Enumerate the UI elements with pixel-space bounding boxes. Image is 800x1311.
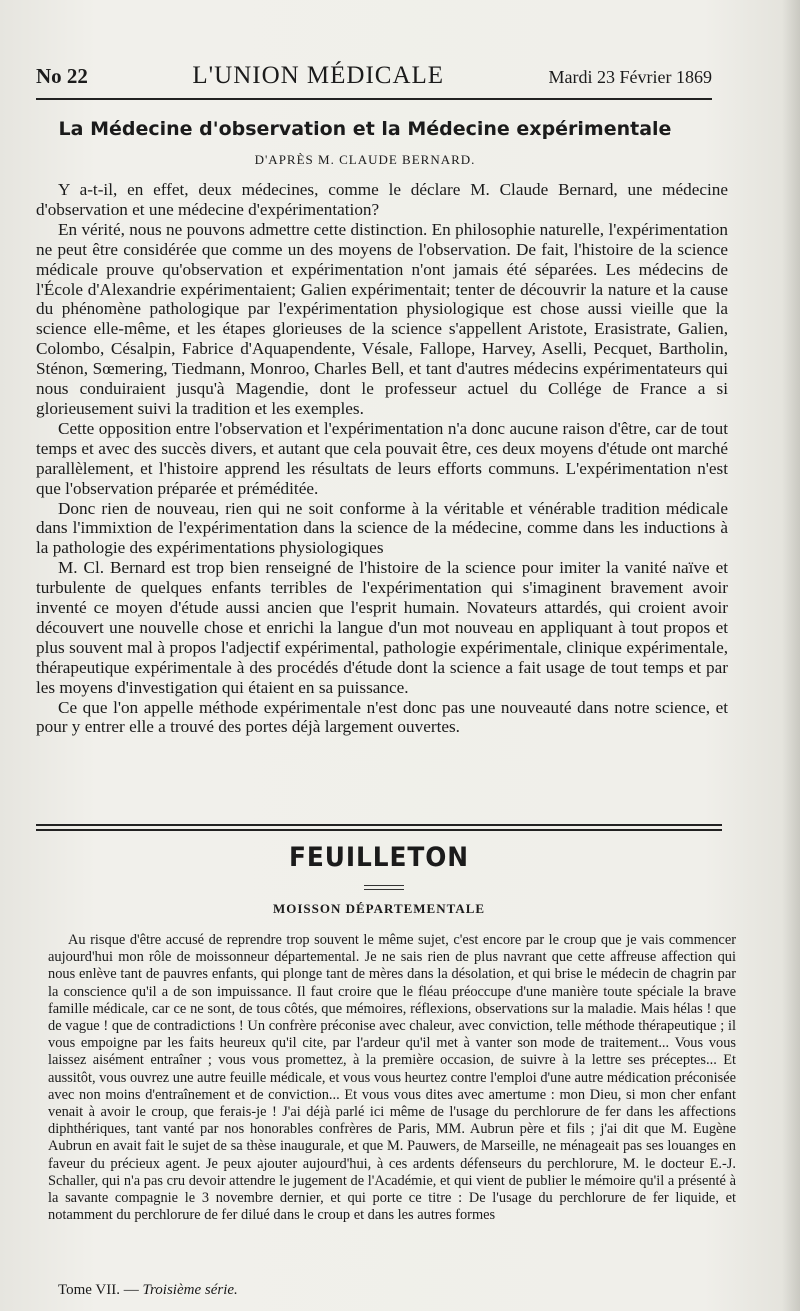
page-footer	[58, 1282, 238, 1299]
footer-tome: Tome VII. —	[58, 1282, 139, 1298]
article-paragraph: M. Cl. Bernard est trop bien renseigné de l'histoire de la science pour imiter la vanité naïve et turbulente de quelques enfants terribles de l'expérimentation qui s'imaginent bravement avoir inventé ce moyen d'étude aussi ancien que l'esprit humain. Novateurs attardés, qui croient avoir découvert une nouvelle chose et enrichi la langue d'un mot nouveau en appliquant à tout propos et plus souvent mal à propos l'adjectif expérimental, pathologie expérimentale, clinique expérimentale, thérapeutique expérimentale à des procédés d'étude dont la science a fait usage de tout temps et par les moyens d'investigation qui étaient en sa puissance.	[36, 558, 728, 697]
article-paragraph: En vérité, nous ne pouvons admettre cette distinction. En philosophie naturelle, l'expérimentation ne peut être considérée que comme un des moyens de l'observation. De fait, l'histoire de la science médicale prouve qu'observation et expérimentation n'ont jamais été séparées. Les médecins de l'École d'Alexandrie expérimentaient; Galien expérimentait; tenter de découvrir la nature et la cause du phénomène pathologique par l'expérimentation physiologique est chose aussi vieille que la science elle-même, et les étapes glorieuses de la science s'appellent Aristote, Erasistrate, Galien, Colombo, Césalpin, Fabrice d'Aquapendente, Vésale, Fallope, Harvey, Aselli, Pecquet, Bartholin, Sténon, Sœmering, Tiedmann, Monroo, Charles Bell, et tant d'autres médecins expérimentateurs qui nous conduiraient jusqu'à Magendie, dont le professeur actuel du Collége de France a si glorieusement suivi la tradition et les exemples.	[36, 219, 728, 418]
section-divider	[36, 824, 722, 831]
page-edge-shadow	[782, 0, 800, 1311]
article-paragraph: Cette opposition entre l'observation et l'expérimentation n'a donc aucune raison d'être, car de tout temps et avec des succès divers, et autant que cela pouvait être, ces deux moyens d'étude ont marché parallèlement, et l'histoire apprend les résultats de leurs efforts communs. L'expérimentation n'est que l'observation préparée et préméditée.	[36, 418, 728, 498]
header-rule	[36, 98, 712, 100]
feuilleton-paragraph: Au risque d'être accusé de reprendre trop souvent le même sujet, c'est encore par le croup que je vais commencer aujourd'hui mon rôle de moissonneur départemental. Je ne sais rien de plus navrant que cette affreuse affection qui nous enlève tant de pauvres enfants, qui plonge tant de mères dans la désolation, et qui brise le médecin de chagrin par la conscience qu'il a de son impuissance. Il faut croire que le fléau préoccupe d'une manière toute spéciale la brave famille médicale, car ce ne sont, de tous côtés, que mémoires, réflexions, observations sur la maladie. Mais hélas ! que de vague ! que de contradictions ! Un confrère préconise avec chaleur, avec conviction, telle méthode thérapeutique ; il vous empoigne par les faits heureux qu'il cite, par l'ardeur qu'il met à vanter son mode de traitement... Vous vous laissez aisément entraîner ; vous vous promettez, à la première occasion, de suivre à la lettre ses préceptes... Et aussitôt, vous ouvrez une autre feuille médicale, et vous vous heurtez contre l'emploi d'une autre médication préconisée avec non moins d'entraînement et de conviction... Et vous vous dites avec amertume : mon Dieu, si mon cher enfant venait à avoir le croup, que ferais-je ! J'ai déjà parlé ici même de l'usage du perchlorure de fer dans les affections diphthériques, tant vanté par nos honorables confrères de Paris, MM. Aubrun père et fils ; j'ai dit que M. Eugène Aubrun en avait fait le sujet de sa thèse inaugurale, et que M. Pauwers, de Marseille, ne ménageait pas ses louanges en faveur du précieux agent. Je peux ajouter aujourd'hui, à ces ardents défenseurs du perchlorure, M. le docteur E.-J. Schaller, qui n'a pas cru devoir attendre le jugement de l'Académie, et qui vient de publier le mémoire qu'il a présenté à la savante compagnie le 3 novembre dernier, et qui porte ce titre : De l'usage du perchlorure de fer liquide, et notamment du perchlorure de fer dilué dans le croup et dans les autres formes	[48, 932, 736, 1224]
feuilleton-subtitle: MOISSON DÉPARTEMENTALE	[272, 901, 486, 916]
article-paragraph: Donc rien de nouveau, rien qui ne soit conforme à la véritable et vénérable tradition médicale dans l'immixtion de l'expérimentation dans la science de la médecine, comme dans les inductions à la pathologie des expérimentations physiologiques	[36, 498, 728, 558]
article-subtitle: D'APRÈS M. CLAUDE BERNARD.	[254, 152, 476, 167]
article-paragraph: Y a-t-il, en effet, deux médecines, comme le déclare M. Claude Bernard, une médecine d'observation et une médecine d'expérimentation?	[36, 180, 728, 219]
footer-serie: Troisième série.	[142, 1282, 238, 1298]
article-paragraph: Ce que l'on appelle méthode expérimentale n'est donc pas une nouveauté dans notre science, et pour y entrer elle a trouvé des portes déjà largement ouvertes.	[36, 697, 728, 737]
issue-date: Mardi 23 Février 1869	[548, 67, 712, 87]
feuilleton-heading: FEUILLETON	[288, 842, 470, 873]
article-title: La Médecine d'observation et la Médecine expérimentale	[58, 118, 672, 140]
feuilleton-ornament-rule	[364, 885, 404, 890]
journal-title: L'UNION MÉDICALE	[192, 62, 445, 89]
issue-number: No 22	[36, 64, 88, 88]
article-body	[36, 180, 728, 737]
page-header	[36, 62, 712, 90]
feuilleton-body	[48, 932, 736, 1224]
